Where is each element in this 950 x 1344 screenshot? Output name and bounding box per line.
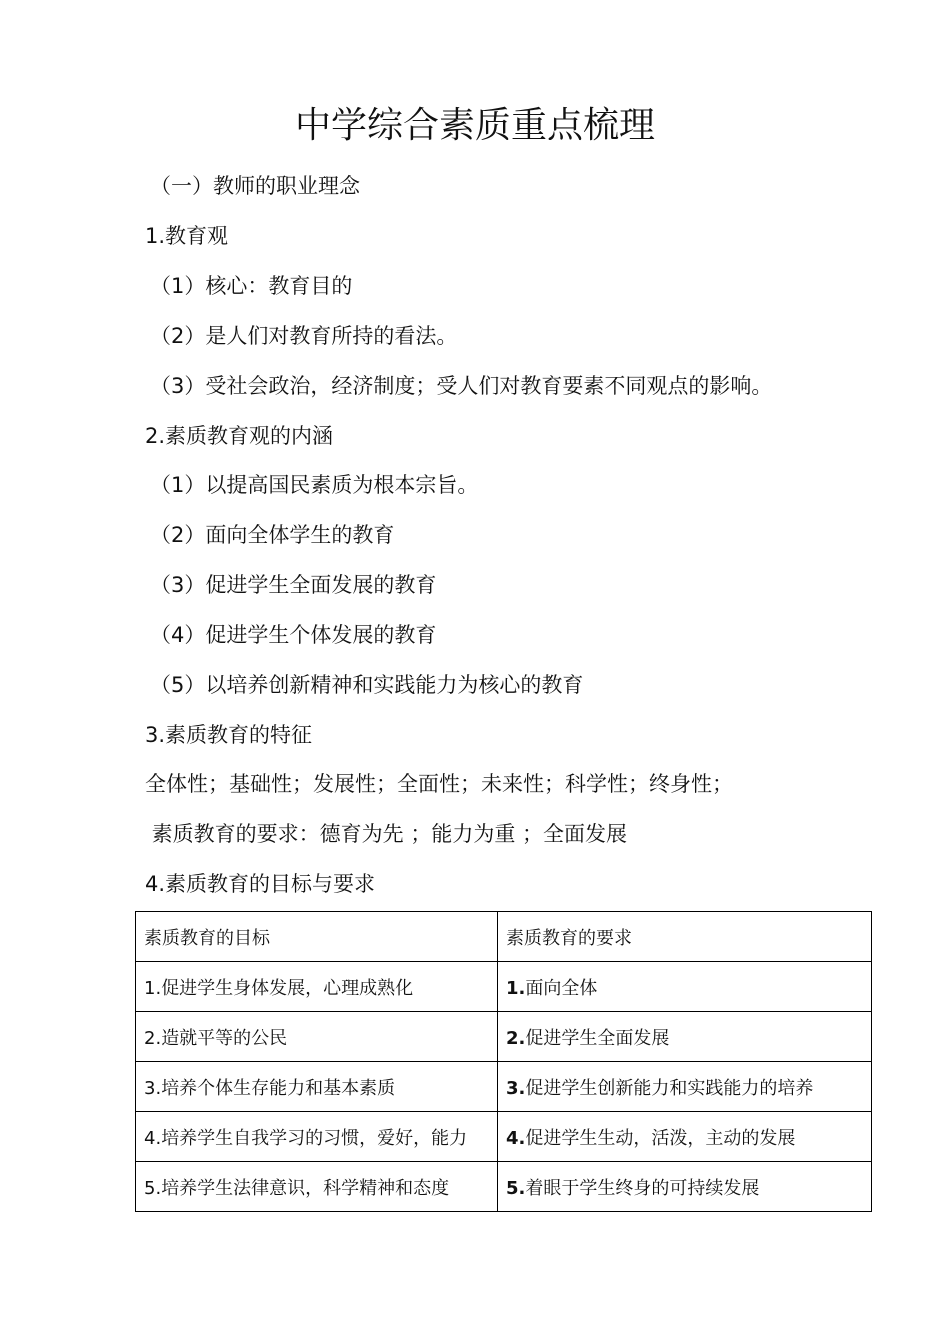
subsection-heading: 1.教育观 (145, 224, 229, 248)
item-number: 4. (144, 1127, 162, 1149)
table-cell (498, 962, 872, 1012)
paragraph: 素质教育的要求：德育为先 ；能力为重 ；全面发展 (145, 822, 628, 846)
document-title: 中学综合素质重点梳理 (294, 105, 655, 146)
item-number: 1. (144, 977, 162, 999)
subsection-heading: 4.素质教育的目标与要求 (145, 872, 376, 896)
table-row (136, 962, 872, 1012)
list-item: （1）以提高国民素质为根本宗旨。 (150, 473, 479, 497)
table-cell (498, 1162, 872, 1212)
table-header-row (136, 912, 872, 962)
table-row (136, 1012, 872, 1062)
list-item: （4）促进学生个体发展的教育 (150, 623, 437, 647)
item-number: 3. (506, 1077, 526, 1099)
table-row (136, 1062, 872, 1112)
item-number: 2. (144, 1027, 162, 1049)
table-cell (136, 1012, 498, 1062)
table-cell (498, 1112, 872, 1162)
table-row (136, 1112, 872, 1162)
table-header-cell: 素质教育的要求 (498, 912, 872, 962)
cell-text: 培养学生法律意识，科学精神和态度 (161, 1177, 450, 1199)
list-item: （1）核心：教育目的 (150, 274, 353, 298)
subsection-heading: 3.素质教育的特征 (145, 723, 313, 747)
cell-text: 着眼于学生终身的可持续发展 (525, 1177, 760, 1199)
list-item: （2）是人们对教育所持的看法。 (150, 324, 458, 348)
table-header-cell: 素质教育的目标 (136, 912, 498, 962)
item-number: 3. (144, 1077, 162, 1099)
table-cell (498, 1062, 872, 1112)
goals-requirements-table (135, 911, 872, 1212)
cell-text: 面向全体 (525, 977, 598, 999)
table-cell (136, 1062, 498, 1112)
table-cell (136, 962, 498, 1012)
cell-text: 促进学生全面发展 (525, 1027, 670, 1049)
cell-text: 促进学生生动，活泼，主动的发展 (525, 1127, 796, 1149)
table-cell (498, 1012, 872, 1062)
list-item: （3）促进学生全面发展的教育 (150, 573, 437, 597)
cell-text: 培养个体生存能力和基本素质 (161, 1077, 396, 1099)
table-cell (136, 1162, 498, 1212)
cell-text: 造就平等的公民 (161, 1027, 288, 1049)
paragraph: 全体性；基础性；发展性；全面性；未来性；科学性；终身性； (145, 772, 733, 796)
item-number: 2. (506, 1027, 526, 1049)
item-number: 5. (506, 1177, 526, 1199)
subsection-heading: 2.素质教育观的内涵 (145, 424, 334, 448)
table-row (136, 1162, 872, 1212)
list-item: （3）受社会政治，经济制度；受人们对教育要素不同观点的影响。 (150, 374, 773, 398)
section-heading: （一）教师的职业理念 (150, 174, 360, 198)
table-cell (136, 1112, 498, 1162)
cell-text: 培养学生自我学习的习惯，爱好，能力 (161, 1127, 468, 1149)
cell-text: 促进学生身体发展，心理成熟化 (161, 977, 414, 999)
cell-text: 促进学生创新能力和实践能力的培养 (525, 1077, 814, 1099)
list-item: （2）面向全体学生的教育 (150, 523, 395, 547)
item-number: 5. (144, 1177, 162, 1199)
item-number: 4. (506, 1127, 526, 1149)
item-number: 1. (506, 977, 526, 999)
list-item: （5）以培养创新精神和实践能力为核心的教育 (150, 673, 584, 697)
